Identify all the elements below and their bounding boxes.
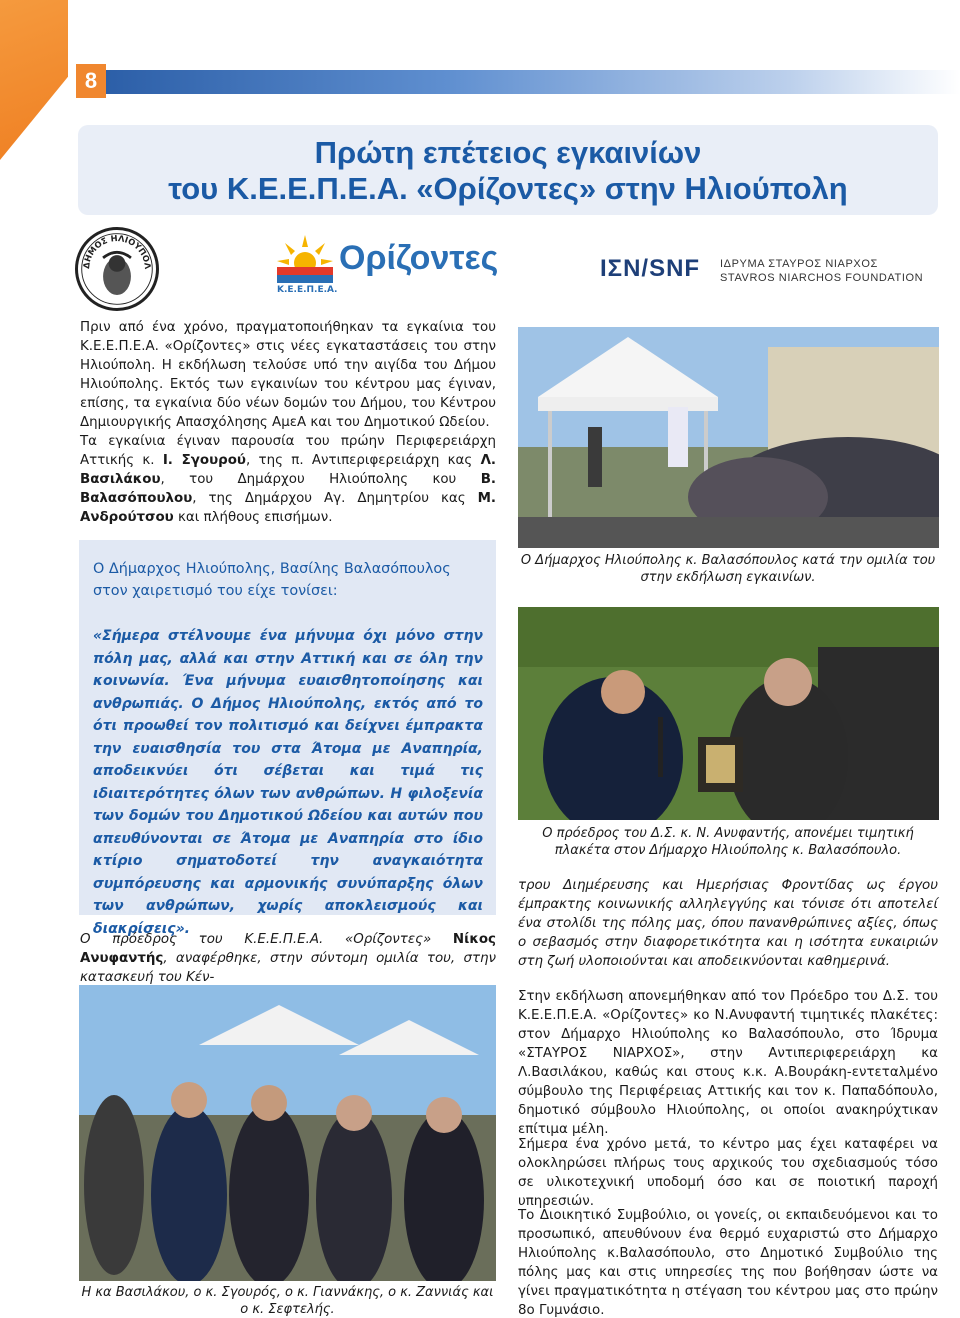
name-anyfantis: Νίκος Ανυφαντής	[80, 932, 496, 966]
snf-logo-line-2: STAVROS NIARCHOS FOUNDATION	[720, 272, 924, 284]
header-gradient-bar	[106, 70, 960, 94]
name-vasilakou: Λ. Βασιλάκου	[80, 453, 497, 487]
snf-logo-mark: ΙΣΝ/SNF	[600, 255, 701, 282]
orange-corner-decoration	[0, 0, 68, 160]
mayor-quote-box	[79, 540, 496, 937]
photo-officials-group	[79, 985, 496, 1281]
page-number: 8	[76, 64, 106, 98]
seal-text: ΔΗΜΟΣ ΗΛΙΟΥΠΟΛ	[81, 232, 153, 270]
awards-paragraph: Στην εκδήλωση απονεμήθηκαν από τον Πρόεδρο του Δ.Σ. του Κ.Ε.Ε.Π.Ε.Α. «Ορίζοντες» κο Ν.Ανυφαντή τιμητικές πλακέτες: στον Δήμαρχο Ηλιούπολης κο Βαλασόπουλο, στο Ίδρυμα «ΣΤΑΥΡΟΣ ΝΙΑΡΧΟΣ», στην Αντιπεριφερειάρχη κα Λ.Βασιλάκου, καθώς και στους κ.κ. Α.Βουράκη-εντεταλμένο σύμβουλο της Περιφέρειας Αττικής και τον κ. Παπαδόπουλο, δημοτικό σύμβουλο Ηλιούπολης, οι οποίοι ανακηρύχτικαν επίτιμα μέλη.	[518, 989, 938, 1137]
thanks-paragraph: Το Διοικητικό Συμβούλιο, οι γονείς, οι εκπαιδευόμενοι και το προσωπικό, απευθύνουν ένα θερμό ευχαριστώ στο Δήμαρχο Ηλιούπολης κ.Βαλασόπουλο, στο Δημοτικό Συμβούλιο της πόλης μας και στις υπηρεσίες της που βοήθησαν ώστε να γίνει πραγματικότητα η στέγαση του κέντρου μας στο πρώην 8ο Γυμνάσιο.	[518, 1208, 938, 1318]
president-paragraph-start: Ο πρόεδρος του Κ.Ε.Ε.Π.Ε.Α. «Ορίζοντες» Νίκος Ανυφαντής, αναφέρθηκε, στην σύντομη ομιλία του, στην κατασκευή του Κέν-	[80, 932, 496, 985]
intro-paragraph-2	[80, 432, 496, 527]
caption-photo-2: Ο πρόεδρος του Δ.Σ. κ. Ν. Ανυφαντής, απονέμει τιμητική πλακέτα στον Δήμαρχο Ηλιούπολης κ. Βαλασόπουλο.	[542, 826, 914, 858]
snf-logo	[600, 253, 938, 289]
page-title-line-2: του Κ.Ε.Ε.Π.Ε.Α. «Ορίζοντες» στην Ηλιούπολη	[168, 171, 848, 206]
caption-photo-3: Η κα Βασιλάκου, ο κ. Σγουρός, ο κ. Γιαννάκης, ο κ. Ζαννιάς και ο κ. Σεφτελής.	[81, 1285, 494, 1317]
one-year-later-paragraph: Σήμερα ένα χρόνο μετά, το κέντρο μας έχει καταφέρει να ολοκληρώσει πλήρως τους αρχικούς του σχεδιασμούς τόσο σε υλικοτεχνική υποδομή όσο και σε ποιοτική παροχή υπηρεσιών.	[518, 1137, 938, 1209]
orizontes-logo-sub: Κ.Ε.Ε.Π.Ε.Α.	[277, 285, 338, 295]
title-box	[78, 125, 938, 215]
page-title-line-1: Πρώτη επέτειος εγκαινίων	[314, 135, 702, 170]
intro-text: , του Δημάρχου Ηλιούπολης κου	[160, 472, 481, 487]
name-androutsou: Μ. Ανδρούτσου	[80, 491, 496, 525]
president-text: Ο πρόεδρος του Κ.Ε.Ε.Π.Ε.Α. «Ορίζοντες»	[80, 932, 453, 947]
name-valasopoulos: Β. Βαλασόπουλου	[80, 472, 496, 506]
sun-logo-icon	[275, 233, 335, 289]
intro-text: , της π. Αντιπεριφερειάρχη κας	[245, 453, 481, 468]
intro-text: Τα εγκαίνια έγιναν παρουσία του πρώην Περιφερειάρχη Αττικής κ.	[80, 434, 496, 468]
intro-paragraph-1: Πριν από ένα χρόνο, πραγματοποιήθηκαν τα εγκαίνια του Κ.Ε.Ε.Π.Ε.Α. «Ορίζοντες» στις νέες εγκαταστάσεις του στην Ηλιούπολη. Η εκδήλωση τελούσε υπό την αιγίδα του Δήμου Ηλιούπολης. Εκτός των εγκαινίων του κέντρου μας έγιναν, επίσης, τα εγκαίνια δύο νέων δομών του Δήμου, του Κέντρου Δημιουργικής Απασχόλησης ΑμεΑ και του Δημοτικού Ωδείου.	[80, 320, 496, 430]
name-sgouros: Ι. Σγουρού	[162, 453, 246, 468]
municipality-seal-logo	[75, 227, 159, 311]
photo-plaque-award	[518, 607, 939, 820]
quote-heading: Ο Δήμαρχος Ηλιούπολης, Βασίλης Βαλασόπουλος στον χαιρετισμό του είχε τονίσει:	[93, 561, 451, 599]
orizontes-logo	[275, 233, 501, 299]
caption-photo-1: Ο Δήμαρχος Ηλιούπολης κ. Βαλασόπουλος κατά την ομιλία του στην εκδήλωση εγκαινίων.	[520, 553, 936, 585]
intro-text: και πλήθους επισήμων.	[173, 510, 333, 525]
photo-mayor-speech	[518, 327, 939, 548]
orizontes-logo-word: Ορίζοντες	[339, 239, 499, 277]
quote-body: «Σήμερα στέλνουμε ένα μήνυμα όχι μόνο στην πόλη μας, αλλά και στην Αττική και σε όλη την κοινωνία. Ένα μήνυμα ευαισθητοποίησης και ανθρωπιάς. Ο Δήμος Ηλιούπολης, εκτός από το ότι προωθεί τον πολιτισμό και δείχνει έμπρακτα την ευαισθησία του στα Άτομα με Αναπηρία, αποδεικνύει ότι σέβεται και τιμά τις ιδιαιτερότητες όλων των ανθρώπων. Η φιλοξενία των δομών του Δημοτικού Ωδείου και αυτών που απευθύνονται σε Άτομα με Αναπηρία στο ίδιο κτίριο σηματοδοτεί την αναγκαιότητα συμπόρευσης και αρμονικής συνύπαρξης όλων των ανθρώπων, χωρίς αποκλεισμούς και διακρίσεις».	[93, 628, 483, 937]
president-paragraph-continued: τρου Διημέρευσης και Ημερήσιας Φροντίδας ως έργου έμπρακτης κοινωνικής αλληλεγγύης και τόνισε ότι αποτελεί ένα στολίδι της πόλης μας, όπου πανανθρώπινες αξίες, όπως ο σεβασμός στην διαφορετικότητα και η ισότητα ευκαιριών στη ζωή υλοποιούνται και αποδεικνύονται καθημερινά.	[518, 878, 938, 969]
intro-text: , της Δημάρχου Αγ. Δημητρίου κας	[192, 491, 478, 506]
snf-logo-line-1: ΙΔΡΥΜΑ ΣΤΑΥΡΟΣ ΝΙΑΡΧΟΣ	[720, 258, 878, 270]
